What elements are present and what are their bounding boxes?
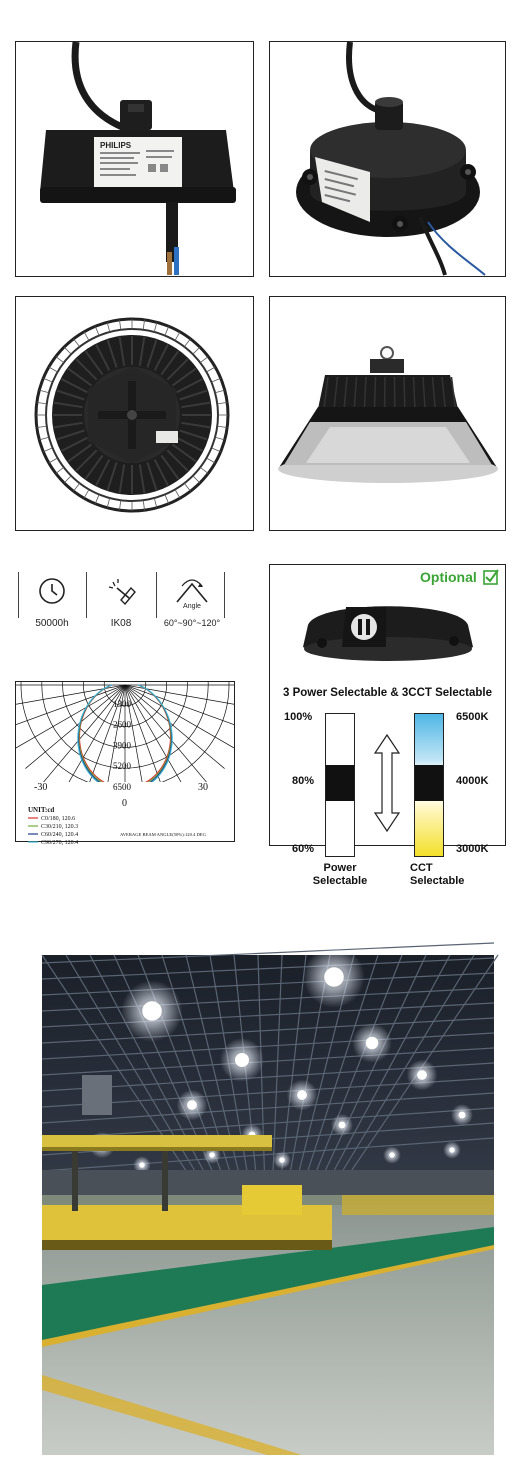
angle-caption: Angle: [183, 603, 201, 610]
power-caption: Power: [323, 862, 357, 874]
cct-bar: [414, 713, 444, 857]
divider: [224, 572, 225, 618]
beam-angle-note: AVERAGE BEAM ANGLE(50%):120.4 DEG: [120, 832, 206, 837]
ceiling-lamp: [324, 967, 344, 987]
legend-entry: C60/240, 120.4: [41, 832, 79, 838]
spec-icons-row: [15, 570, 255, 632]
divider: [156, 572, 157, 618]
checkbox-checked-icon: [483, 569, 499, 585]
brand-label: PHILIPS: [100, 141, 132, 150]
impact-icon: [107, 578, 137, 606]
warehouse-application-photo: [42, 955, 494, 1455]
power-indicator: [326, 765, 354, 801]
lifetime-label: 50000h: [35, 618, 69, 629]
ceiling-lamp: [417, 1070, 427, 1080]
ceiling-lamp: [187, 1100, 197, 1110]
unit-label: UNIT:cd: [28, 806, 55, 814]
ceiling-lamp: [209, 1152, 215, 1158]
cct-level-6500k: 6500K: [456, 711, 489, 723]
cct-caption-2: Selectable: [410, 875, 465, 887]
radial-label-1300: 1300: [113, 698, 131, 709]
driver-side-photo: [269, 41, 506, 277]
selectable-heading: 3 Power Selectable & 3CCT Selectable: [282, 687, 492, 699]
power-bar: [325, 713, 355, 857]
legend-entry: C90/270, 120.4: [41, 840, 79, 846]
radial-label-3900: 3900: [113, 740, 131, 751]
selectable-options-panel: [269, 564, 506, 887]
polar-light-distribution-chart: [15, 681, 235, 846]
cct-caption: CCT: [410, 862, 433, 874]
double-arrow-icon: [372, 733, 402, 833]
beam-angle-label: 60°~90°~120°: [163, 618, 221, 628]
angle-label-0: 0: [122, 798, 127, 809]
optional-badge: Optional: [420, 569, 477, 585]
radial-label-5200: 5200: [113, 761, 131, 772]
ceiling-lamp: [297, 1090, 307, 1100]
clock-icon: [37, 576, 67, 606]
radial-label-6500: 6500: [113, 782, 131, 792]
divider: [86, 572, 87, 618]
power-caption-2: Selectable: [312, 875, 368, 887]
ceiling-lamp: [459, 1112, 466, 1119]
angle-label-30: 30: [198, 782, 208, 793]
ceiling-lamp: [389, 1152, 395, 1158]
cct-level-4000k: 4000K: [456, 775, 489, 787]
ceiling-lamp: [139, 1162, 145, 1168]
ceiling-lamp: [142, 1001, 162, 1021]
ceiling-lamp: [235, 1053, 249, 1067]
ceiling-lamp: [449, 1147, 455, 1153]
driver-socket-photo: [298, 585, 478, 665]
ceiling-lamp: [366, 1037, 379, 1050]
radial-label-2600: 2600: [113, 719, 131, 730]
power-level-100: 100%: [284, 711, 313, 723]
ceiling-lamp: [279, 1157, 285, 1163]
ik-rating-label: IK08: [110, 618, 132, 629]
legend-entry: C30/210, 120.3: [41, 824, 79, 830]
angle-label-minus30: -30: [34, 782, 48, 793]
cct-level-3000k: 3000K: [456, 843, 489, 855]
fixture-top-view-photo: [15, 296, 254, 531]
legend-entry: C0/180, 120.6: [41, 816, 76, 822]
divider: [18, 572, 19, 618]
beam-angle-icon: [173, 572, 211, 606]
fixture-side-view-photo: [269, 296, 506, 531]
power-level-60: 60%: [292, 843, 315, 855]
power-level-80: 80%: [292, 775, 315, 787]
cct-indicator: [415, 765, 443, 801]
driver-front-photo: [15, 41, 254, 277]
ceiling-lamp: [339, 1122, 346, 1129]
